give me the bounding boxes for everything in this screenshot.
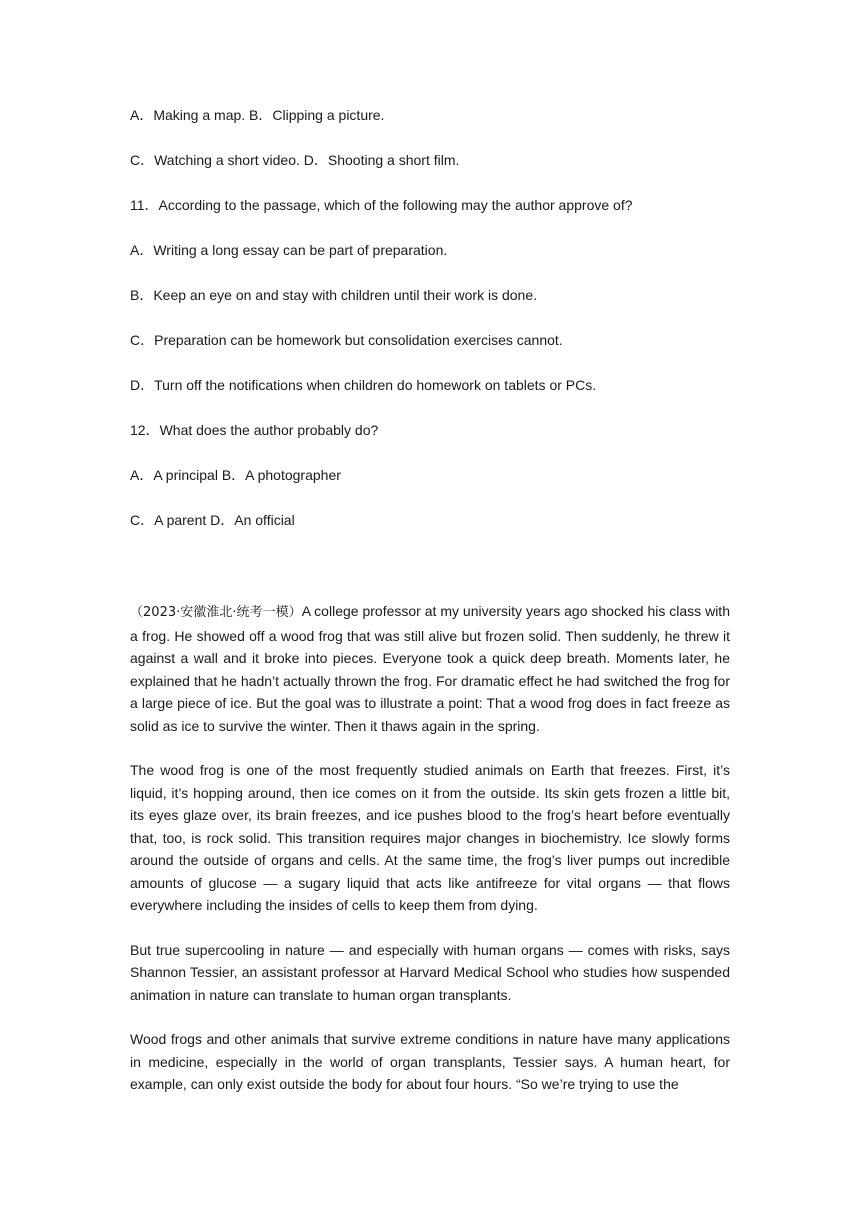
q10-options-line-1: A．Making a map. B．Clipping a picture. <box>130 107 385 123</box>
q11-option-d: D．Turn off the notifications when children do homework on tablets or PCs. <box>130 377 597 393</box>
passage-paragraph-1 <box>130 600 730 737</box>
passage-paragraph-4: Wood frogs and other animals that survive extreme conditions in nature have many applications in medicine, especially in the world of organ transplants, Tessier says. A human heart, for example, can only exist outside the body for about four hours. “So we’re trying to use the <box>130 1031 730 1092</box>
reading-passage <box>130 600 730 1118</box>
q11-stem: 11．According to the passage, which of the following may the author approve of? <box>130 197 633 213</box>
passage-paragraph-3: But true supercooling in nature — and especially with human organs — comes with risks, says Shannon Tessier, an assistant professor at Harvard Medical School who studies how suspended animation in nature can translate to human organ transplants. <box>130 941 730 1003</box>
q12-options-line-2: C．A parent D．An official <box>130 512 295 528</box>
q11-option-c: C．Preparation can be homework but consolidation exercises cannot. <box>130 332 563 348</box>
q10-options-line-2: C．Watching a short video. D．Shooting a short film. <box>130 152 460 168</box>
paragraph-1-text: A college professor at my university years ago shocked his class with a frog. He showed off a wood frog that was still alive but frozen solid. Then suddenly, he threw it against a wall and it broke into pieces. Everyone took a quick deep breath. Moments later, he explained that he hadn’t actually thrown the frog. For dramatic effect he had switched the frog for a large piece of ice. But the goal was to illustrate a point: That a wood frog does in fact freeze as solid as ice to survive the winter. Then it thaws again in the spring. <box>130 603 730 734</box>
passage-paragraph-2: The wood frog is one of the most frequently studied animals on Earth that freezes. First, it’s liquid, it’s hopping around, then ice comes on it from the outside. Its skin gets frozen a little bit, its eyes glaze over, its brain freezes, and ice pushes blood to the frog’s heart before eventually that, too, is rock solid. This transition requires major changes in biochemistry. Ice slowly forms around the outside of organs and cells. At the same time, the frog’s liver pumps out incredible amounts of glucose — a sugary liquid that acts like antifreeze for vital organs — that flows everywhere including the insides of cells to keep them from dying. <box>130 762 730 913</box>
passage-source: （2023·安徽淮北·统考一模） <box>130 605 302 620</box>
question-section <box>130 104 730 554</box>
q12-options-line-1: A．A principal B．A photographer <box>130 467 341 483</box>
q11-option-b: B．Keep an eye on and stay with children until their work is done. <box>130 287 538 303</box>
q12-stem: 12．What does the author probably do? <box>130 422 379 438</box>
q11-option-a: A．Writing a long essay can be part of preparation. <box>130 242 448 258</box>
